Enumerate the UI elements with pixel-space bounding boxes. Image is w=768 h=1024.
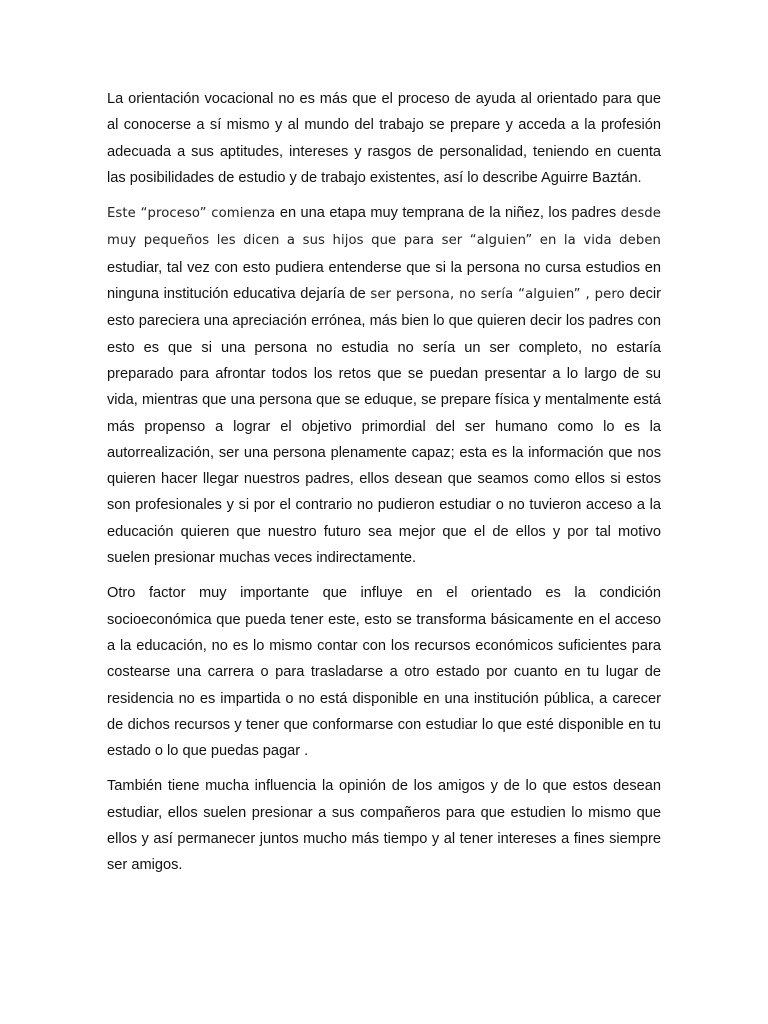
paragraph-4: También tiene mucha influencia la opinión de los amigos y de lo que estos desean estudiar, ellos suelen presionar a sus compañeros para que estudien lo mismo que ellos y así permanecer juntos mucho más tiempo y al tener intereses a fines siempre ser amigos.	[107, 778, 661, 874]
paragraph-2-segment-6: decir esto pareciera una apreciación errónea, más bien lo que quieren decir los padres con esto es que si una persona no estudia no sería un ser completo, no estaría preparado para afrontar todos los retos que se puedan presentar a lo largo de su vida, mientras que una persona que se eduque, se prepare física y mentalmente está más propenso a lograr el objetivo primordial del ser humano como lo es la autorrealización, ser una persona plenamente capaz; esta es la información que nos quieren hacer llegar nuestros padres, ellos desean que seamos como ellos si estos son profesionales y si por el contrario no pudieron estudiar o no tuvieron acceso a la educación quieren que nuestro futuro sea mejor que el de ellos y por tal motivo suelen presionar muchas veces indirectamente.	[107, 286, 662, 567]
paragraph-2-segment-3: desde muy pequeños les dicen a sus hijos que para ser “alguien” en la vida deben	[107, 206, 661, 249]
paragraph-2-segment-2: en una etapa muy temprana de la niñez, los padres	[275, 205, 621, 222]
paragraph-2	[107, 200, 661, 571]
paragraph-2-segment-4: estudiar, tal vez con esto pudiera entenderse que si la persona no cursa estudios en ninguna institución educativa dejaría de	[107, 259, 661, 303]
paragraph-2-segment-1: Este “proceso” comienza	[107, 206, 276, 222]
document-page	[107, 86, 661, 879]
paragraph-1: La orientación vocacional no es más que el proceso de ayuda al orientado para que al conocerse a sí mismo y al mundo del trabajo se prepare y acceda a la profesión adecuada a sus aptitudes, intereses y rasgos de personalidad, teniendo en cuenta las posibilidades de estudio y de trabajo existentes, así lo describe Aguirre Baztán.	[107, 91, 661, 186]
paragraph-3: Otro factor muy importante que influye en el orientado es la condición socioeconómica que pueda tener este, esto se transforma básicamente en el acceso a la educación, no es lo mismo contar con los recursos económicos suficientes para costearse una carrera o para trasladarse a otro estado por cuanto en tu lugar de residencia no es impartida o no está disponible en una institución pública, a carecer de dichos recursos y tener que conformarse con estudiar lo que esté disponible en tu estado o lo que puedas pagar .	[107, 585, 661, 760]
paragraph-2-segment-5: ser persona, no sería “alguien” , pero	[370, 287, 625, 303]
